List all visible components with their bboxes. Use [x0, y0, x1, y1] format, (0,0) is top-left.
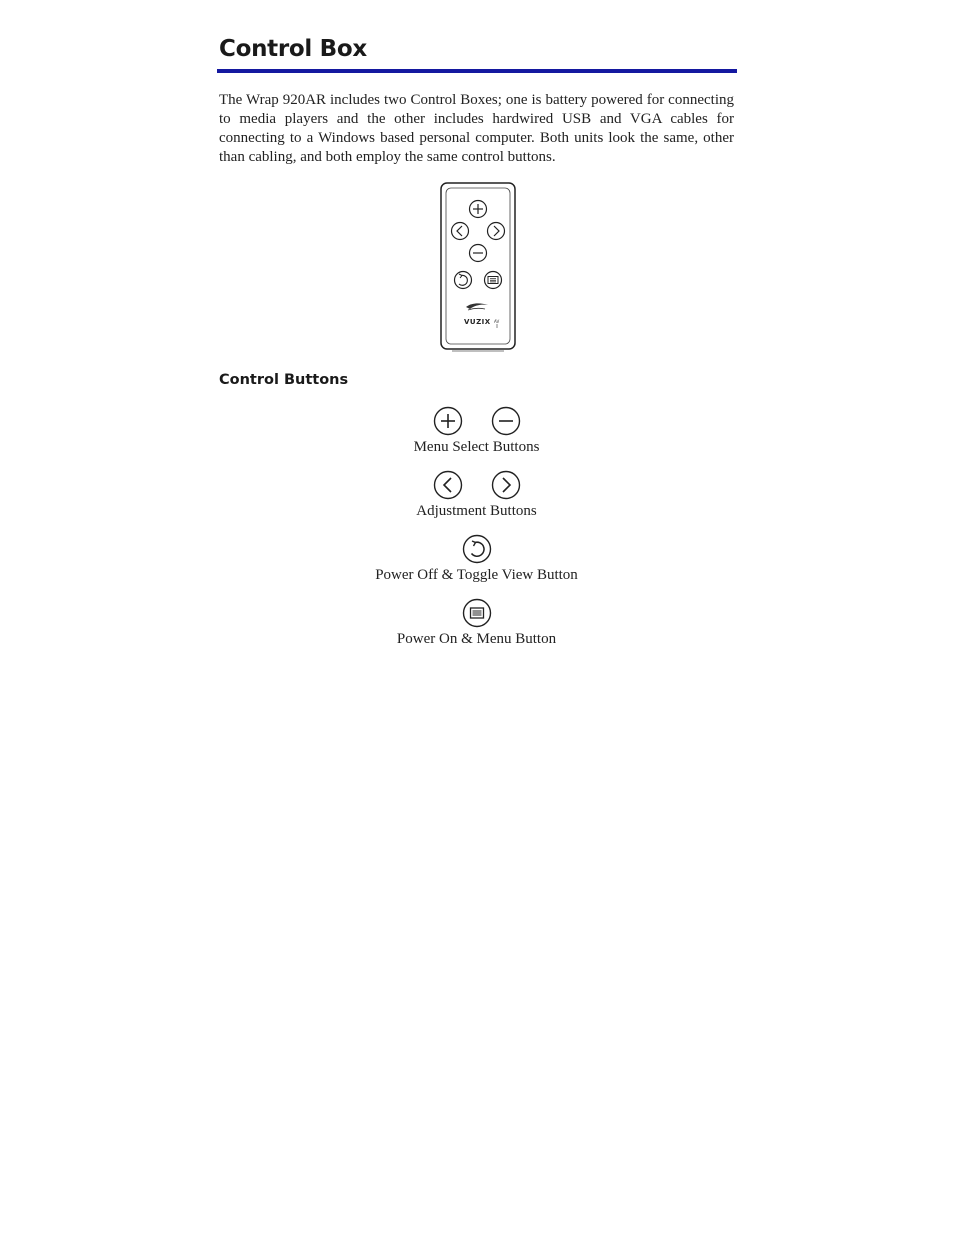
legend-power-toggle: [219, 534, 734, 584]
intro-paragraph: The Wrap 920AR includes two Control Boxes; one is battery powered for connecting to media players and the other includes hardwired USB and VGA cables for connecting to a Windows based personal computer. Both units look the same, other than cabling, and both employ the same control buttons.: [219, 92, 734, 165]
page-title: Control Box: [219, 36, 367, 62]
legend-label: Adjustment Buttons: [416, 503, 537, 519]
title-rule: [217, 69, 737, 73]
chevron-left-icon: [433, 470, 463, 500]
minus-icon: [491, 406, 521, 436]
plus-icon: [433, 406, 463, 436]
control-box-figure: [438, 181, 518, 358]
legend-label: Power Off & Toggle View Button: [375, 567, 578, 583]
model-mark: AV: [494, 319, 500, 324]
legend-power-menu: [219, 598, 734, 648]
control-buttons-heading: Control Buttons: [219, 372, 349, 388]
chevron-right-icon: [491, 470, 521, 500]
legend-label: Menu Select Buttons: [413, 439, 540, 455]
power-toggle-icon: [462, 534, 492, 564]
menu-icon: [462, 598, 492, 628]
legend-menu-select: [219, 406, 734, 456]
legend-adjustment: [219, 470, 734, 520]
legend-label: Power On & Menu Button: [396, 631, 557, 647]
brand-text: VUZIX: [464, 318, 491, 326]
